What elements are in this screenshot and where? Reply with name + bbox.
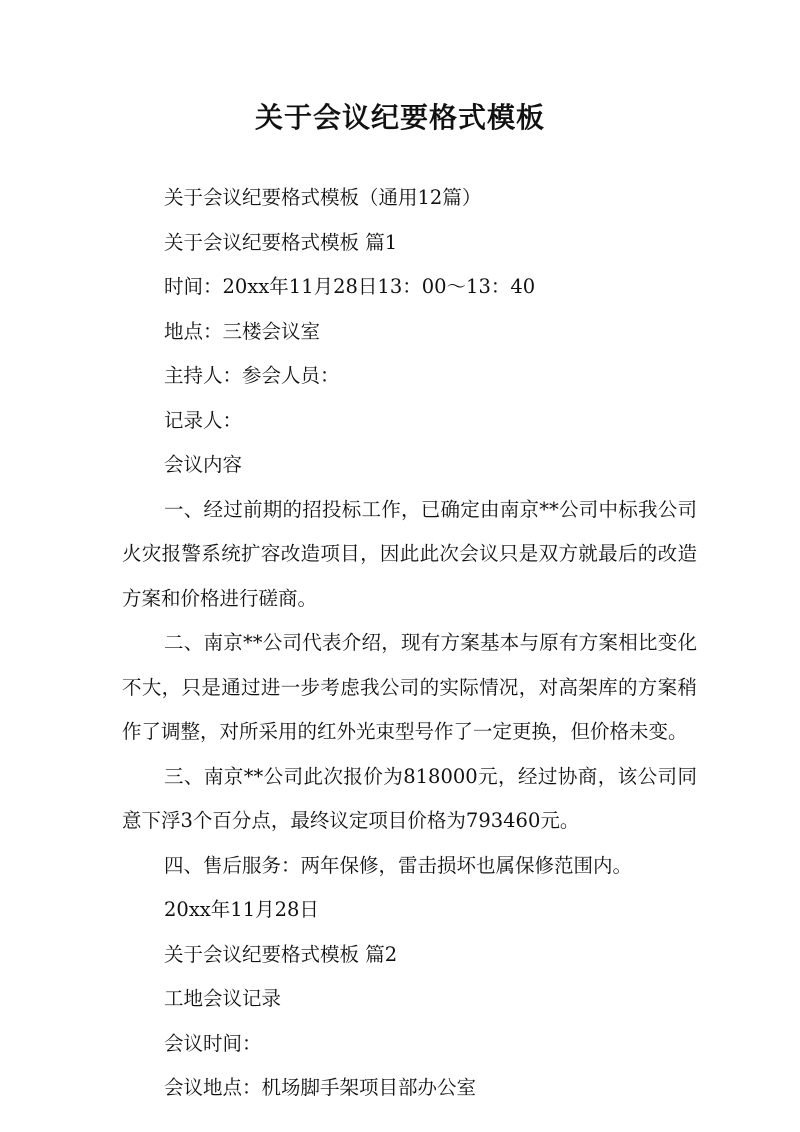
- date-line: 20xx年11月28日: [164, 898, 319, 921]
- meeting-content-heading: 会议内容: [164, 453, 243, 476]
- meeting-time-label: 会议时间：: [164, 1031, 262, 1055]
- site-meeting-record-heading: 工地会议记录: [164, 987, 282, 1010]
- meeting-time-line: 时间：20xx年11月28日13：00～13：40: [164, 275, 536, 298]
- content-paragraph-1: 一、经过前期的招投标工作，已确定由南京**公司中标我公司火灾报警系统扩容改造项目，因此此次会议只是双方就最后的改造方案和价格进行磋商。: [122, 497, 697, 610]
- document-body: [122, 176, 697, 1111]
- subtitle-line: 关于会议纪要格式模板（通用12篇）: [164, 186, 482, 209]
- meeting-location-label: 会议地点：机场脚手架项目部办公室: [164, 1076, 477, 1099]
- content-paragraph-3: 三、南京**公司此次报价为818000元，经过协商，该公司同意下浮3个百分点，最终议定项目价格为793460元。: [122, 764, 697, 832]
- meeting-location-line: 地点：三楼会议室: [164, 319, 321, 343]
- recorder-line: 记录人：: [164, 408, 243, 432]
- document-title: 关于会议纪要格式模板: [254, 101, 545, 134]
- section-heading-1: 关于会议纪要格式模板 篇1: [164, 230, 398, 254]
- content-paragraph-2: 二、南京**公司代表介绍，现有方案基本与原有方案相比变化不大，只是通过进一步考虑我公司的实际情况，对高架库的方案稍作了调整，对所采用的红外光束型号作了一定更换，但价格未变。: [122, 631, 697, 743]
- host-attendees-line: 主持人：参会人员：: [164, 364, 340, 387]
- section-heading-2: 关于会议纪要格式模板 篇2: [164, 942, 398, 966]
- content-paragraph-4: 四、售后服务：两年保修，雷击损坏也属保修范围内。: [164, 853, 633, 877]
